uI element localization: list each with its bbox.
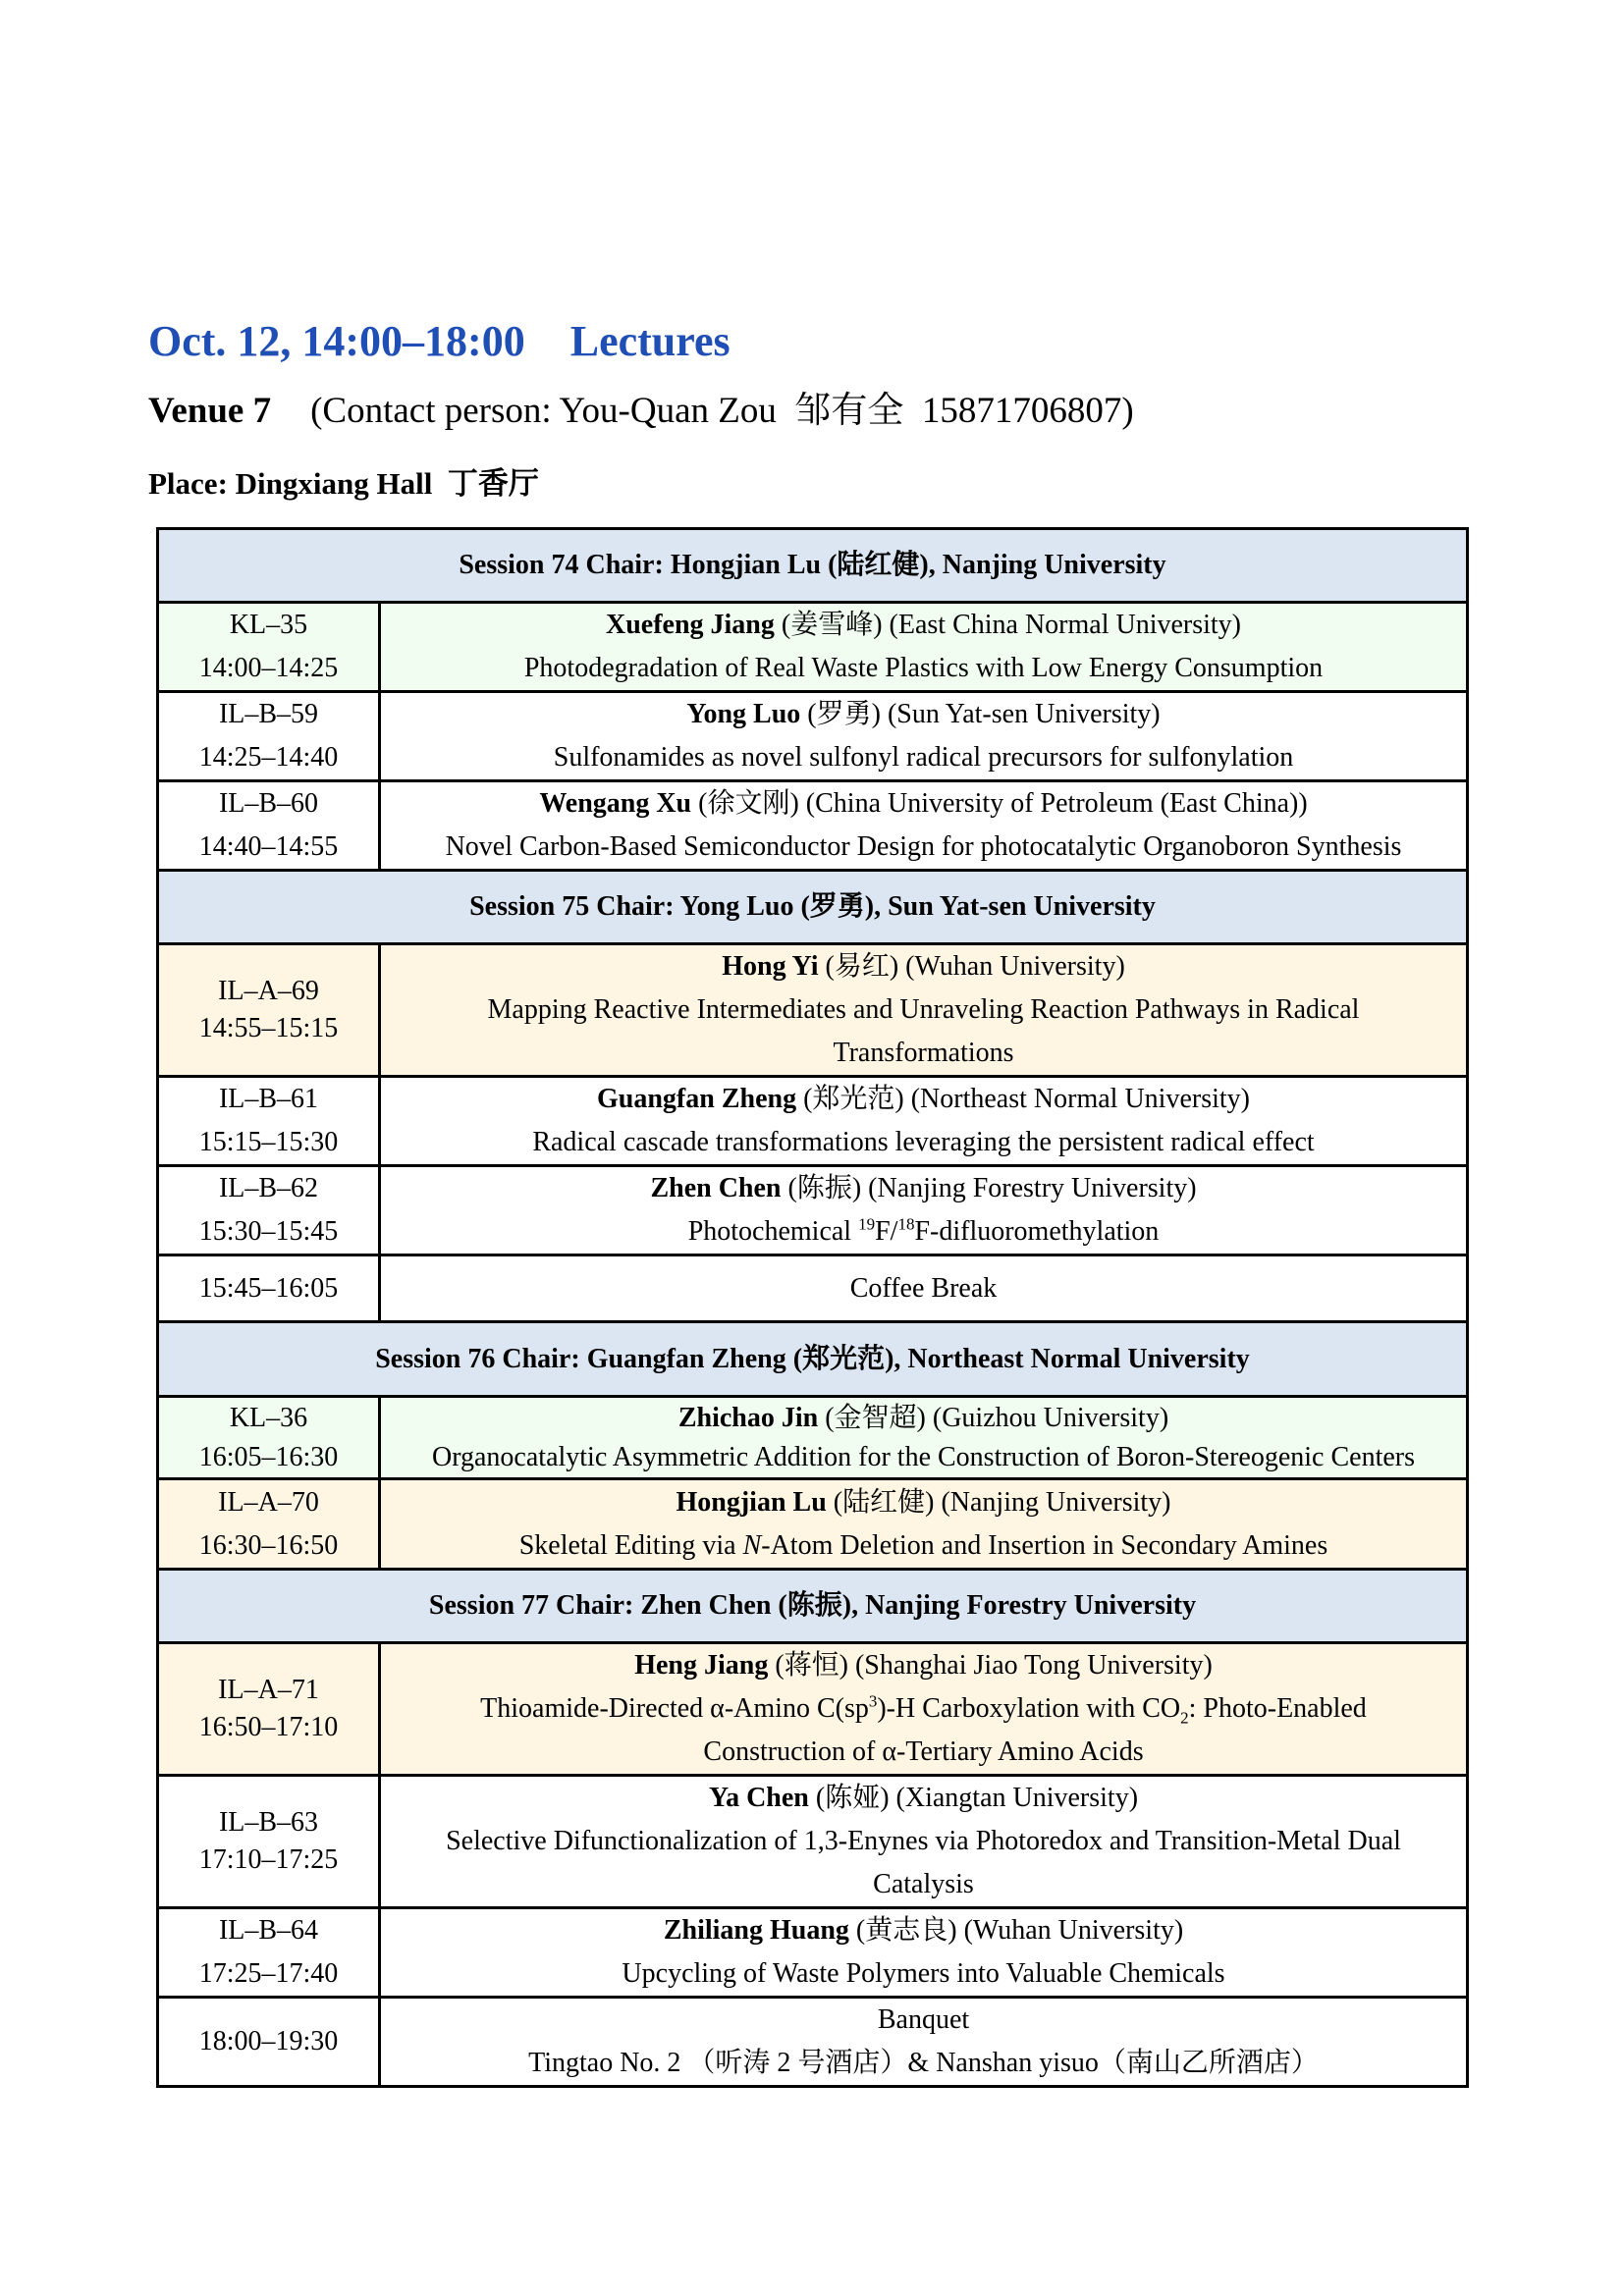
- talk-title: Selective Difunctionalization of 1,3-Enynes via Photoredox and Transition-Metal Dual Catalysis: [446, 1826, 1401, 1899]
- session-title: Session 77 Chair: Zhen Chen (陈振), Nanjing Forestry University: [158, 1570, 1468, 1643]
- talk-time: 14:25–14:40: [198, 742, 339, 773]
- talk-code-time: [158, 1077, 380, 1166]
- place-line: Place: Dingxiang Hall 丁香厅: [148, 466, 539, 501]
- talk-code-time: [158, 692, 380, 781]
- affiliation: (Nanjing Forestry University): [868, 1173, 1197, 1203]
- talk-code: KL–36: [229, 1402, 308, 1433]
- page-title: [148, 317, 731, 365]
- talk-title: Mapping Reactive Intermediates and Unraveling Reaction Pathways in Radical Transformations: [487, 994, 1360, 1068]
- speaker-name: Yong Luo: [686, 699, 801, 729]
- session-header-row: [158, 529, 1468, 603]
- talk-row: [158, 1166, 1468, 1255]
- speaker-name-cn: (陆红健): [833, 1486, 935, 1518]
- banquet-details: [380, 1998, 1468, 2087]
- event-type: Lectures: [569, 317, 731, 365]
- speaker-name-cn: (郑光范): [803, 1084, 904, 1114]
- speaker-name: Ya Chen: [708, 1783, 809, 1813]
- talk-details: [380, 1776, 1468, 1908]
- talk-details: [380, 1479, 1468, 1570]
- affiliation: (Nanjing University): [941, 1486, 1171, 1518]
- banquet-row: [158, 1998, 1468, 2087]
- speaker-name: Hong Yi: [722, 951, 819, 982]
- talk-time: 15:30–15:45: [198, 1216, 339, 1247]
- affiliation: (Guizhou University): [932, 1402, 1169, 1433]
- talk-code-time: [158, 1908, 380, 1998]
- contact-name-cn: 邹有全: [794, 391, 904, 431]
- venue-line: [148, 393, 1134, 429]
- break-label: Coffee Break: [380, 1255, 1468, 1322]
- speaker-name: Heng Jiang: [634, 1650, 769, 1681]
- talk-title: Thioamide-Directed α-Amino $C(sp^3)-H$ Carboxylation with $CO_2$: Photo-Enabled Construction of α-Tertiary Amino Acids: [480, 1691, 1367, 1767]
- talk-time: 15:15–15:30: [198, 1127, 339, 1157]
- contact-prefix: (Contact person: You-Quan Zou: [310, 391, 777, 431]
- session-title: Session 75 Chair: Yong Luo (罗勇), Sun Yat-sen University: [158, 871, 1468, 944]
- affiliation: (Sun Yat-sen University): [887, 699, 1161, 729]
- talk-title: Photodegradation of Real Waste Plastics with Low Energy Consumption: [523, 653, 1324, 683]
- affiliation: (East China Normal University): [889, 610, 1242, 640]
- speaker-name: Zhiliang Huang: [663, 1915, 849, 1946]
- talk-code-time: [158, 1643, 380, 1776]
- affiliation: (Shanghai Jiao Tong University): [854, 1650, 1213, 1681]
- talk-row: [158, 781, 1468, 871]
- speaker-name-cn: (黄志良): [855, 1915, 957, 1946]
- talk-code-time: [158, 1166, 380, 1255]
- break-time: 15:45–16:05: [158, 1255, 380, 1322]
- talk-code: KL–35: [229, 610, 308, 640]
- speaker-name-cn: (罗勇): [807, 699, 881, 729]
- session-title: Session 76 Chair: Guangfan Zheng (郑光范), Northeast Normal University: [158, 1322, 1468, 1397]
- speaker-name-cn: (陈振): [787, 1173, 862, 1203]
- talk-title: Skeletal Editing via N-Atom Deletion and Insertion in Secondary Amines: [518, 1529, 1328, 1561]
- speaker-name-cn: (徐文刚): [698, 788, 799, 819]
- schedule-table: [156, 527, 1469, 2088]
- banquet-location: Tingtao No. 2 （听涛 2 号酒店）& Nanshan yisuo（南山乙所酒店）: [528, 2048, 1319, 2078]
- talk-title: Novel Carbon-Based Semiconductor Design for photocatalytic Organoboron Synthesis: [445, 831, 1402, 862]
- talk-row: [158, 1908, 1468, 1998]
- speaker-name-cn: (姜雪峰): [781, 610, 883, 640]
- contact-phone: 15871706807): [921, 391, 1134, 431]
- speaker-name: Hongjian Lu: [676, 1486, 827, 1518]
- talk-code: IL–B–60: [218, 788, 319, 819]
- talk-row: [158, 1397, 1468, 1479]
- talk-code-time: [158, 1776, 380, 1908]
- talk-time: 17:10–17:25: [198, 1844, 339, 1875]
- speaker-name-cn: (蒋恒): [775, 1650, 848, 1681]
- talk-details: [380, 944, 1468, 1077]
- talk-row: [158, 1776, 1468, 1908]
- talk-time: 16:05–16:30: [198, 1441, 339, 1472]
- talk-time: 14:55–15:15: [198, 1013, 339, 1043]
- talk-time: 16:50–17:10: [198, 1712, 339, 1742]
- affiliation: (Northeast Normal University): [910, 1084, 1250, 1114]
- speaker-name: Xuefeng Jiang: [605, 610, 775, 640]
- talk-row: [158, 603, 1468, 692]
- talk-code: IL–B–61: [218, 1084, 319, 1114]
- break-row: [158, 1255, 1468, 1322]
- talk-title: Organocatalytic Asymmetric Addition for the Construction of Boron-Stereogenic Centers: [431, 1441, 1416, 1472]
- talk-details: [380, 1908, 1468, 1998]
- talk-code: IL–A–71: [218, 1675, 319, 1705]
- speaker-name: Wengang Xu: [539, 788, 692, 819]
- speaker-name-cn: (金智超): [825, 1402, 926, 1433]
- talk-code: IL–B–64: [218, 1915, 319, 1946]
- talk-code-time: [158, 944, 380, 1077]
- talk-details: [380, 603, 1468, 692]
- talk-details: [380, 1643, 1468, 1776]
- talk-title: Sulfonamides as novel sulfonyl radical precursors for sulfonylation: [553, 742, 1294, 773]
- affiliation: (China University of Petroleum (East China)): [805, 788, 1308, 819]
- talk-details: [380, 1397, 1468, 1479]
- speaker-name: Zhichao Jin: [677, 1402, 819, 1433]
- talk-code-time: [158, 603, 380, 692]
- talk-details: [380, 692, 1468, 781]
- talk-time: 14:00–14:25: [198, 653, 339, 683]
- talk-details: [380, 781, 1468, 871]
- talk-title: Upcycling of Waste Polymers into Valuable Chemicals: [622, 1958, 1225, 1989]
- affiliation: (Wuhan University): [963, 1915, 1184, 1946]
- session-header-row: [158, 1322, 1468, 1397]
- date-time: Oct. 12, 14:00–18:00: [148, 317, 525, 365]
- talk-code: IL–B–59: [218, 699, 319, 729]
- talk-time: 14:40–14:55: [198, 831, 339, 862]
- talk-code-time: [158, 781, 380, 871]
- session-title: Session 74 Chair: Hongjian Lu (陆红健), Nanjing University: [158, 529, 1468, 603]
- talk-row: [158, 692, 1468, 781]
- talk-title: Photochemical $^{19}$F/$^{18}$F-difluoromethylation: [687, 1214, 1160, 1247]
- speaker-name: Guangfan Zheng: [597, 1084, 797, 1114]
- talk-row: [158, 1479, 1468, 1570]
- talk-time: 17:25–17:40: [198, 1958, 339, 1989]
- speaker-name-cn: (易红): [825, 951, 899, 982]
- talk-details: [380, 1077, 1468, 1166]
- talk-code: IL–A–69: [218, 976, 319, 1006]
- affiliation: (Xiangtan University): [895, 1783, 1139, 1813]
- affiliation: (Wuhan University): [905, 951, 1125, 982]
- talk-code-time: [158, 1397, 380, 1479]
- venue-label: Venue 7: [148, 391, 272, 431]
- talk-row: [158, 944, 1468, 1077]
- session-header-row: [158, 1570, 1468, 1643]
- talk-row: [158, 1077, 1468, 1166]
- speaker-name: Zhen Chen: [650, 1173, 782, 1203]
- talk-code: IL–B–63: [218, 1807, 319, 1838]
- talk-code: IL–A–70: [218, 1486, 319, 1518]
- talk-time: 16:30–16:50: [198, 1529, 339, 1561]
- talk-code: IL–B–62: [218, 1173, 319, 1203]
- session-header-row: [158, 871, 1468, 944]
- talk-title: Radical cascade transformations leveraging the persistent radical effect: [532, 1127, 1315, 1157]
- talk-details: [380, 1166, 1468, 1255]
- talk-code-time: [158, 1479, 380, 1570]
- talk-row: [158, 1643, 1468, 1776]
- speaker-name-cn: (陈娅): [815, 1783, 890, 1813]
- banquet-time: 18:00–19:30: [158, 1998, 380, 2087]
- banquet-label: Banquet: [877, 2004, 970, 2035]
